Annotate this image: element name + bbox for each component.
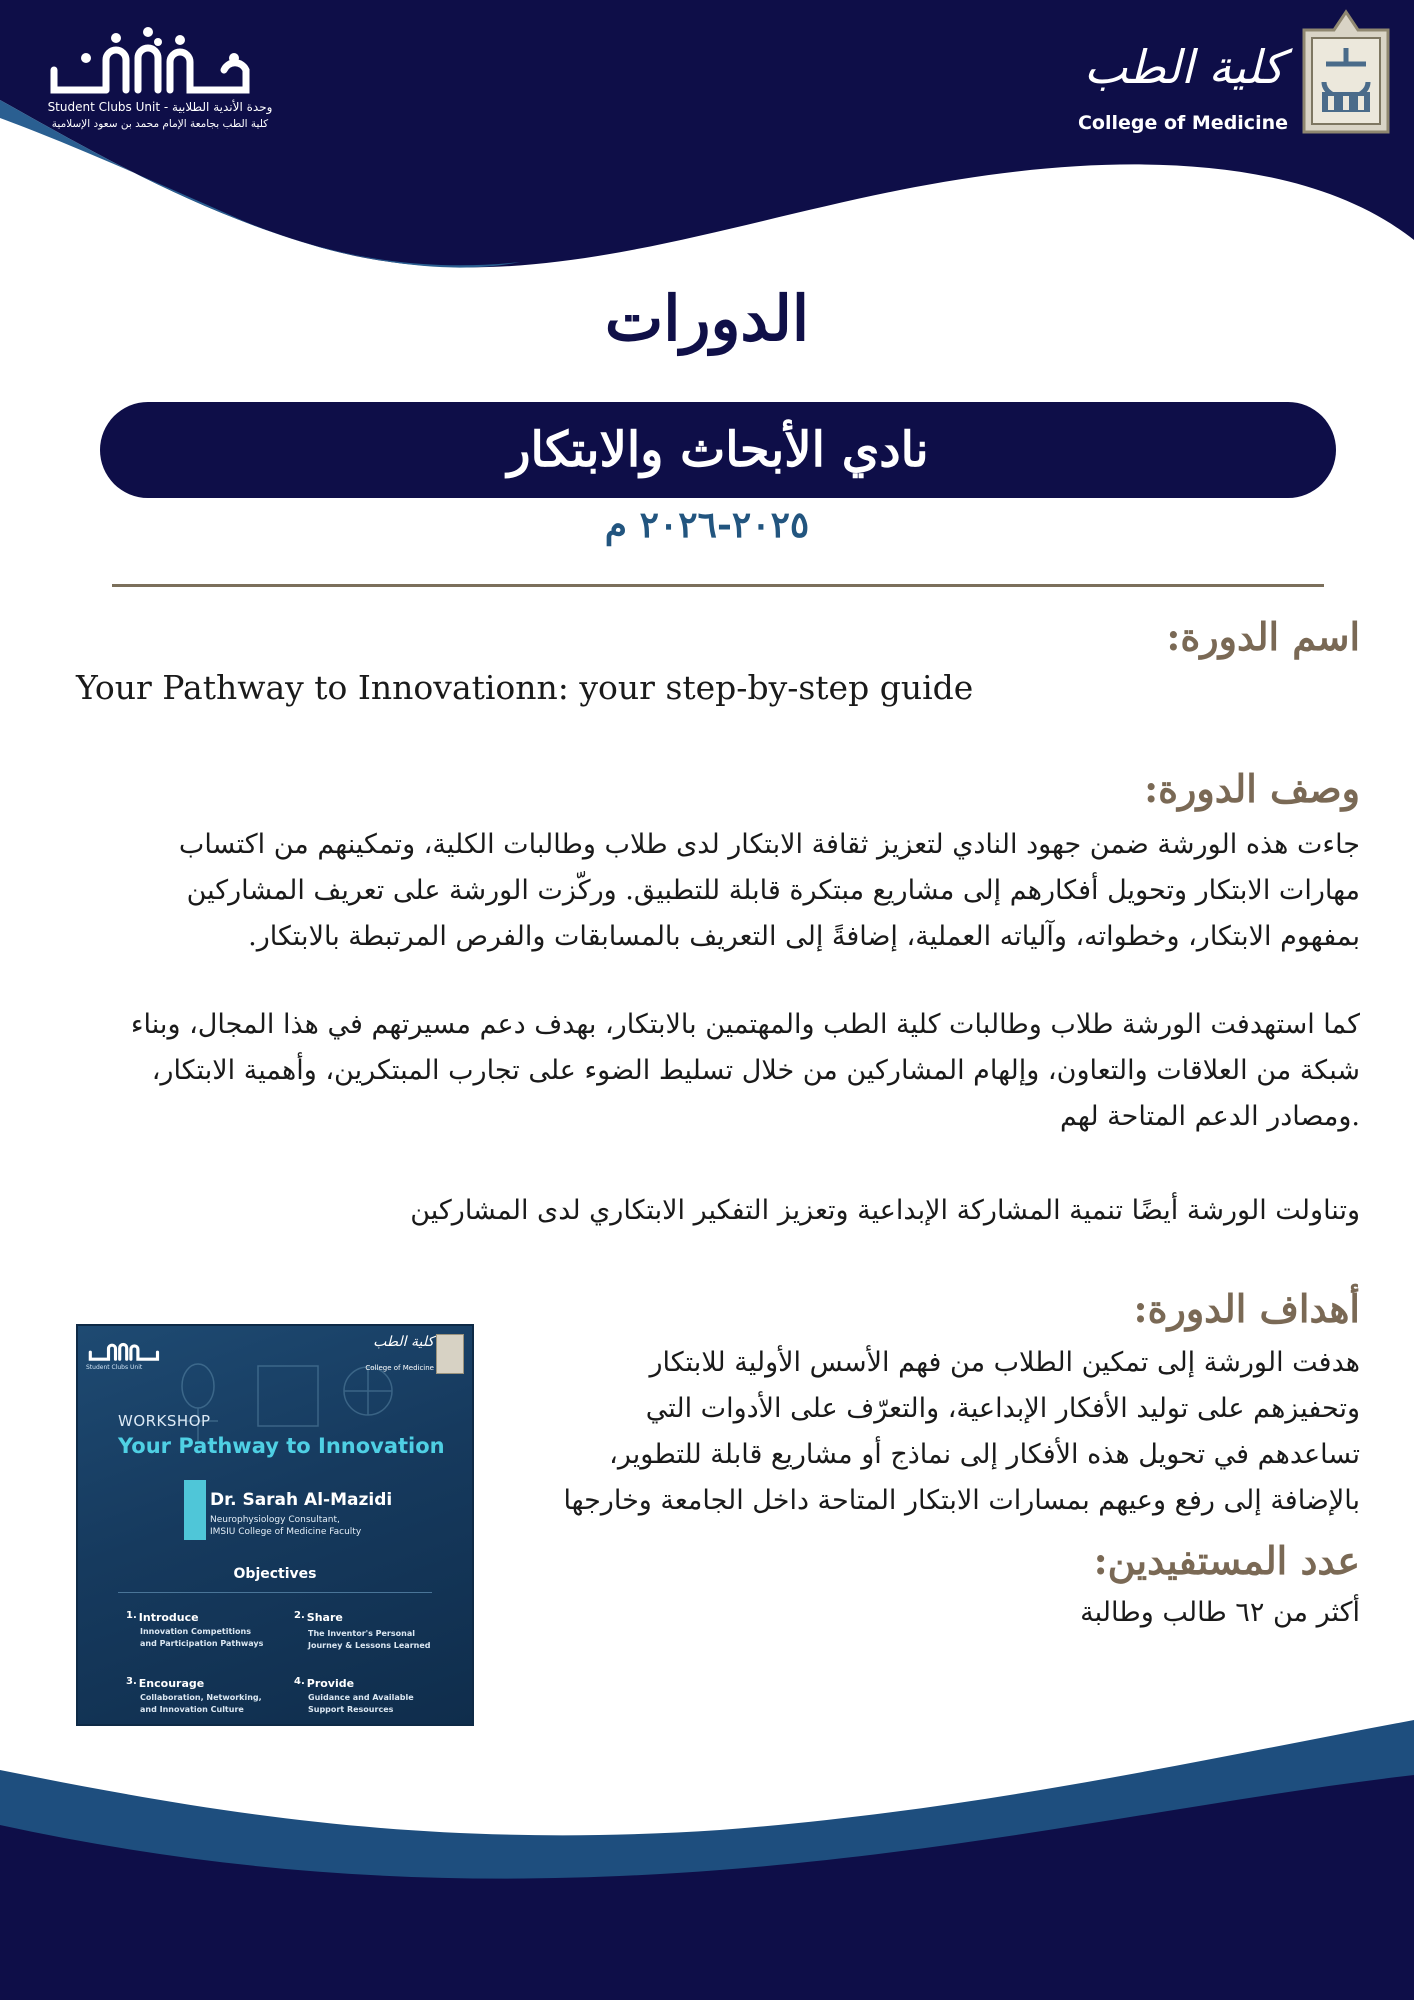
poster-objective-num: 1. <box>126 1610 137 1621</box>
page-title: الدورات <box>604 282 810 355</box>
poster-objective-item <box>126 1610 199 1624</box>
objectives-line: بالإضافة إلى رفع وعيهم بمسارات الابتكار المتاحة داخل الجامعة وخارجها <box>563 1485 1360 1516</box>
poster-objectives-label: Objectives <box>233 1566 317 1582</box>
poster-objective-item <box>126 1676 204 1690</box>
footer-wave <box>0 1700 1414 2000</box>
description-line: بمفهوم الابتكار، وخطواته، وآلياته العملية، إضافةً إلى التعريف بالمسابقات والفرص المرتبطة بالابتكار. <box>248 921 1360 952</box>
poster-objective-item <box>294 1610 343 1624</box>
poster-objective-title: Share <box>306 1611 343 1624</box>
poster-objective-num: 4. <box>294 1676 305 1687</box>
poster-objective-sub <box>140 1626 263 1650</box>
poster-objective-sub <box>140 1692 262 1716</box>
poster-seal-icon <box>436 1334 464 1374</box>
poster-college-logo <box>365 1334 464 1378</box>
college-name-english: College of Medicine <box>1077 112 1288 134</box>
poster-objective-title: Provide <box>306 1677 355 1690</box>
beneficiaries-heading: عدد المستفيدين: <box>1093 1538 1360 1583</box>
poster-speaker-role <box>210 1514 361 1538</box>
poster-objective-sub-line: and Innovation Culture <box>140 1705 244 1714</box>
description-line: .ومصادر الدعم المتاحة لهم <box>1059 1101 1360 1132</box>
poster-objective-title: Introduce <box>138 1611 199 1624</box>
university-text: كلية الطب بجامعة الإمام محمد بن سعود الإسلامية <box>51 118 269 130</box>
poster-objectives-rule <box>118 1592 432 1593</box>
objectives-heading: أهداف الدورة: <box>1133 1286 1360 1331</box>
poster-workshop-label: WORKSHOP <box>118 1412 211 1430</box>
poster-objective-sub-line: Collaboration, Networking, <box>140 1693 262 1702</box>
academic-year: ٢٠٢٥-٢٠٢٦ م <box>604 504 810 546</box>
poster-college-ar: كلية الطب <box>373 1334 434 1350</box>
description-line: كما استهدفت الورشة طلاب وطالبات كلية الطب والمهتمين بالابتكار، بهدف دعم مسيرتهم في هذا المجال، وبناء <box>130 1009 1360 1040</box>
poster-objective-sub-line: The Inventor's Personal <box>308 1629 415 1638</box>
university-seal-icon <box>1298 8 1394 136</box>
poster-accent-bar <box>184 1480 206 1540</box>
objectives-line: هدفت الورشة إلى تمكين الطلاب من فهم الأسس الأولية للابتكار <box>649 1347 1360 1378</box>
objectives-line: وتحفيزهم على توليد الأفكار الإبداعية، والتعرّف على الأدوات التي <box>645 1393 1360 1424</box>
description-paragraph-1 <box>179 822 1360 960</box>
description-line: مهارات الابتكار وتحويل أفكارهم إلى مشاريع مبتكرة قابلة للتطبيق. وركّزت الورشة على تعريف المشاركين <box>186 875 1360 906</box>
description-paragraph-2 <box>131 1002 1360 1140</box>
course-name-heading: اسم الدورة: <box>1166 614 1360 659</box>
poster-clubs-logo-mark <box>86 1334 166 1362</box>
poster-objective-sub <box>308 1628 431 1652</box>
student-clubs-logo <box>40 18 280 143</box>
workshop-poster <box>76 1324 474 1726</box>
poster-objective-num: 3. <box>126 1676 137 1687</box>
poster-title: Your Pathway to Innovation <box>118 1434 445 1458</box>
description-line: جاءت هذه الورشة ضمن جهود النادي لتعزيز ثقافة الابتكار لدى طلاب وطالبات الكلية، وتمكينهم من اكتساب <box>178 829 1360 860</box>
clubs-logo-mark <box>46 18 266 98</box>
poster-clubs-text: Student Clubs Unit <box>86 1364 143 1371</box>
poster-objective-sub <box>308 1692 414 1716</box>
description-heading: وصف الدورة: <box>1144 766 1360 811</box>
poster-role-line: IMSIU College of Medicine Faculty <box>210 1527 362 1537</box>
description-line: وتناولت الورشة أيضًا تنمية المشاركة الإبداعية وتعزيز التفكير الابتكاري لدى المشاركين <box>410 1195 1360 1226</box>
poster-role-line: Neurophysiology Consultant, <box>210 1515 340 1525</box>
poster-objective-sub-line: Innovation Competitions <box>140 1627 251 1636</box>
description-line: شبكة من العلاقات والتعاون، وإلهام المشاركين من خلال تسليط الضوء على تجارب المبتكرين، وأهمية الابتكار، <box>151 1055 1360 1086</box>
club-name: نادي الأبحاث والابتكار <box>507 422 929 478</box>
poster-objective-sub-line: Journey & Lessons Learned <box>308 1641 431 1650</box>
poster-objective-sub-line: Guidance and Available <box>308 1693 414 1702</box>
poster-college-en: College of Medicine <box>365 1364 434 1372</box>
description-paragraph-3 <box>410 1188 1360 1234</box>
poster-speaker-name: Dr. Sarah Al-Mazidi <box>210 1490 393 1510</box>
course-name-value: Your Pathway to Innovationn: your step-by-step guide <box>76 668 974 707</box>
clubs-unit-text: وحدة الأندية الطلابية - Student Clubs Unit <box>47 100 273 114</box>
poster-objective-title: Encourage <box>138 1677 205 1690</box>
poster-objective-num: 2. <box>294 1610 305 1621</box>
poster-objective-sub-line: and Participation Pathways <box>140 1639 264 1648</box>
poster-objective-item <box>294 1676 354 1690</box>
poster-objective-sub-line: Support Resources <box>308 1705 394 1714</box>
objectives-line: تساعدهم في تحويل هذه الأفكار إلى نماذج أو مشاريع قابلة للتطوير، <box>609 1439 1360 1470</box>
club-name-banner <box>100 402 1336 498</box>
divider <box>112 584 1324 587</box>
college-name-arabic: كلية الطب <box>1084 40 1284 94</box>
objectives-paragraph <box>563 1340 1360 1524</box>
beneficiaries-value: أكثر من ٦٢ طالب وطالبة <box>1080 1597 1360 1628</box>
poster-clubs-logo <box>86 1334 166 1374</box>
college-of-medicine-logo <box>1077 8 1394 138</box>
